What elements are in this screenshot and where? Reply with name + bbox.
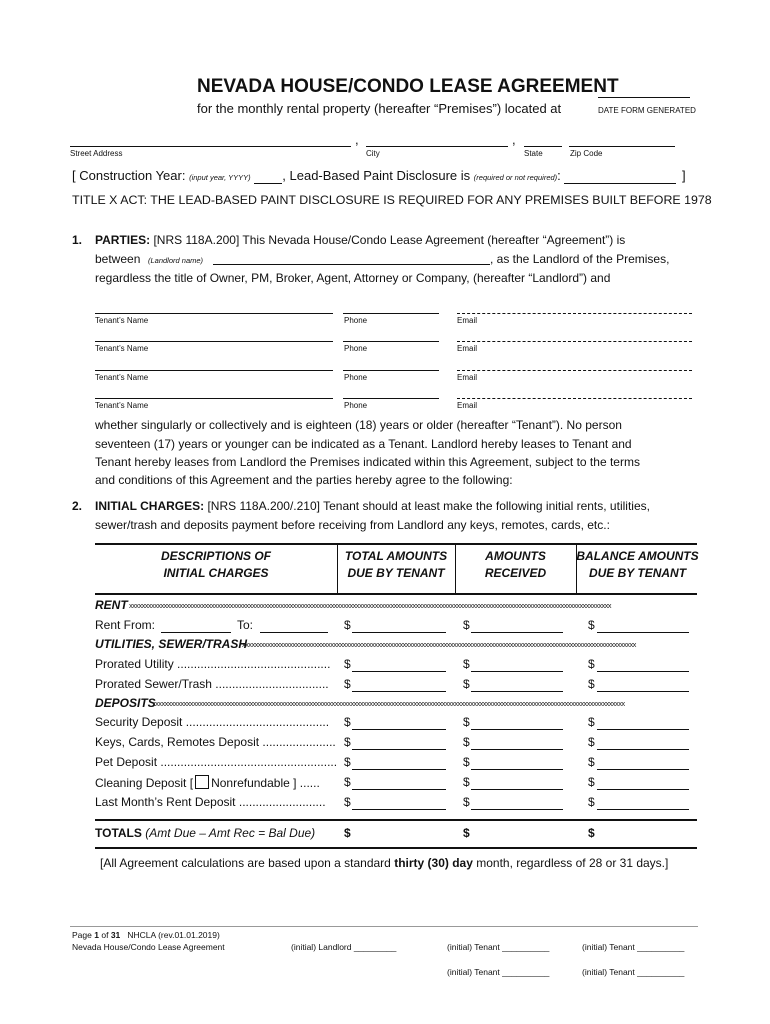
state-field[interactable] — [524, 146, 562, 147]
col3-line-a: AMOUNTS — [485, 549, 546, 563]
dollar-sign: $ — [344, 775, 351, 789]
city-label: City — [366, 149, 380, 158]
col1-line-a: DESCRIPTIONS OF — [160, 549, 271, 563]
dollar-sign: $ — [463, 775, 470, 789]
prorated-sewer-text: Prorated Sewer/Trash — [95, 677, 212, 691]
section2-number: 2. — [72, 499, 83, 513]
totals-label — [95, 826, 315, 840]
dollar-sign: $ — [588, 677, 595, 691]
tenant1-email-field[interactable] — [457, 313, 692, 314]
utility-received-field[interactable] — [471, 671, 563, 672]
dollar-sign: $ — [463, 618, 470, 632]
col-balance-header — [576, 548, 699, 582]
page-prefix: Page — [72, 930, 92, 940]
cleaning-balance-field[interactable] — [597, 789, 689, 790]
col3-line-b: RECEIVED — [484, 566, 547, 580]
initial-landlord[interactable]: (initial) Landlord _________ — [291, 942, 397, 952]
section2-line2: sewer/trash and deposits payment before receiving from Landlord any keys, remotes, cards, etc.: — [95, 518, 610, 532]
year-hint: (input year, YYYY) — [189, 173, 251, 182]
comma: , — [355, 132, 359, 147]
rent-x-fill: xxxxxxxxxxxxxxxxxxxxxxxxxxxxxxxxxxxxxxxxxxxxxxxxxxxxxxxxxxxxxxxxxxxxxxxxxxxxxxxxxxxxxxxxxxxxxxxxxxxxxxxxxxxxxxxxxxxxxxxxxxxxxxxxxxxxxxxxxxxxxxxxxxxxxxxxx — [129, 601, 611, 610]
initial-tenant-1[interactable]: (initial) Tenant __________ — [447, 942, 550, 952]
last-month-text: Last Month’s Rent Deposit — [95, 795, 236, 809]
dollar-sign: $ — [463, 677, 470, 691]
section1-heading: PARTIES: — [95, 233, 151, 247]
city-field[interactable] — [366, 146, 508, 147]
pet-received-field[interactable] — [471, 769, 563, 770]
tenant1-phone-label: Phone — [344, 316, 368, 325]
date-label: DATE FORM GENERATED — [598, 106, 696, 115]
tenant2-email-field[interactable] — [457, 341, 692, 342]
dollar-sign: $ — [588, 795, 595, 809]
initial-tenant-2[interactable]: (initial) Tenant __________ — [582, 942, 685, 952]
cleaning-deposit-text: Cleaning Deposit [ — [95, 776, 194, 790]
footer-rule — [70, 926, 698, 927]
street-label: Street Address — [70, 149, 123, 158]
tenant4-email-label: Email — [457, 401, 478, 410]
utility-balance-field[interactable] — [597, 671, 689, 672]
last-month-received-field[interactable] — [471, 809, 563, 810]
dollar-sign: $ — [463, 755, 470, 769]
col4-line-b: DUE BY TENANT — [588, 566, 687, 580]
cleaning-deposit-label: Cleaning Deposit [ Nonrefundable ] ...... — [95, 776, 320, 790]
last-month-total-field[interactable] — [352, 809, 446, 810]
rent-from-label: Rent From: — [95, 618, 156, 632]
dollar-sign: $ — [463, 795, 470, 809]
construction-open: [ Construction Year: — [72, 168, 186, 183]
dollar-sign: $ — [588, 715, 595, 729]
construction-mid: , Lead-Based Paint Disclosure is — [282, 168, 471, 183]
totals-bottom-rule — [95, 847, 697, 849]
section1-line2-end: , as the Landlord of the Premises, — [490, 252, 670, 266]
page-number — [72, 930, 220, 940]
cleaning-received-field[interactable] — [471, 789, 563, 790]
disclosure-hint: (required or not required) — [473, 173, 558, 182]
nonrefundable-checkbox[interactable] — [195, 775, 209, 789]
section1-para4: and conditions of this Agreement and the parties hereby agree to the following: — [95, 473, 513, 487]
pet-total-field[interactable] — [352, 769, 446, 770]
totals-top-rule — [95, 819, 697, 821]
tenant4-phone-label: Phone — [344, 401, 368, 410]
dollar-sign: $ — [463, 735, 470, 749]
rent-from-field[interactable] — [161, 632, 231, 633]
state-label: State — [524, 149, 543, 158]
nonrefundable-text: Nonrefundable ] — [211, 776, 297, 790]
col4-line-a: BALANCE AMOUNTS — [576, 549, 699, 563]
security-deposit-label: Security Deposit ........................................... — [95, 715, 330, 729]
total-received-field[interactable]: $ — [463, 826, 470, 840]
page-total: 31 — [110, 930, 121, 940]
disclosure-field[interactable] — [564, 168, 676, 184]
tenant1-name-field[interactable] — [95, 313, 333, 314]
rent-heading: RENT — [95, 598, 128, 612]
deposits-x-fill: xxxxxxxxxxxxxxxxxxxxxxxxxxxxxxxxxxxxxxxxxxxxxxxxxxxxxxxxxxxxxxxxxxxxxxxxxxxxxxxxxxxxxxxxxxxxxxxxxxxxxxxxxxxxxxxxxxxxxxxxxxxxxxxxxxxxxxxxxxxxxxxxxxxxxx — [152, 699, 625, 708]
keys-total-field[interactable] — [352, 749, 446, 750]
calc-note-a: [All Agreement calculations are based upon a standard — [100, 856, 391, 870]
section1-para1: whether singularly or collectively and is eighteen (18) years or older (hereafter “Tenant”). No person — [95, 418, 622, 432]
tenant4-label: Tenant’s Name — [95, 401, 149, 410]
tenant2-phone-field[interactable] — [343, 341, 439, 342]
tenant3-email-field[interactable] — [457, 370, 692, 371]
sewer-received-field[interactable] — [471, 691, 563, 692]
calc-note-b: thirty (30) day — [394, 856, 473, 870]
section2-line1 — [95, 499, 650, 513]
section2-heading: INITIAL CHARGES: — [95, 499, 205, 513]
dollar-sign: $ — [588, 775, 595, 789]
section1-number: 1. — [72, 233, 83, 247]
pet-balance-field[interactable] — [597, 769, 689, 770]
tenant3-phone-field[interactable] — [343, 370, 439, 371]
dollar-sign: $ — [344, 795, 351, 809]
dollar-sign: $ — [588, 657, 595, 671]
dollar-sign: $ — [344, 735, 351, 749]
prorated-utility-text: Prorated Utility — [95, 657, 174, 671]
page-subtitle: for the monthly rental property (hereafter “Premises”) located at — [197, 101, 562, 116]
prorated-sewer-label: Prorated Sewer/Trash .................................. — [95, 677, 329, 691]
security-deposit-text: Security Deposit — [95, 715, 183, 729]
construction-close: ] — [682, 168, 686, 183]
construction-line — [72, 168, 676, 184]
tenant1-label: Tenant’s Name — [95, 316, 149, 325]
section1-line3: regardless the title of Owner, PM, Broker, Agent, Attorney or Company, (hereafter “Landlord”) and — [95, 271, 611, 285]
zip-label: Zip Code — [570, 149, 603, 158]
sewer-total-field[interactable] — [352, 691, 446, 692]
last-month-balance-field[interactable] — [597, 809, 689, 810]
page-title: NEVADA HOUSE/CONDO LEASE AGREEMENT — [197, 76, 619, 97]
col1-line-b: INITIAL CHARGES — [163, 566, 269, 580]
initial-tenant-3[interactable]: (initial) Tenant __________ — [447, 967, 550, 977]
tenant1-email-label: Email — [457, 316, 478, 325]
revision: NHCLA (rev.01.01.2019) — [127, 930, 220, 940]
dollar-sign: $ — [344, 715, 351, 729]
dollar-sign: $ — [344, 677, 351, 691]
tenant3-name-field[interactable] — [95, 370, 333, 371]
dollar-sign: $ — [463, 657, 470, 671]
table-top-rule — [95, 543, 697, 545]
year-field[interactable] — [254, 168, 282, 184]
rent-to-label: To: — [237, 618, 254, 632]
zip-field[interactable] — [569, 146, 675, 147]
rent-total-field[interactable] — [352, 632, 446, 633]
col-received-header — [455, 548, 576, 582]
utilities-heading: UTILITIES, SEWER/TRASH — [95, 637, 248, 651]
tenant3-email-label: Email — [457, 373, 478, 382]
total-balance-field[interactable]: $ — [588, 826, 595, 840]
security-received-field[interactable] — [471, 729, 563, 730]
totals-bold: TOTALS — [95, 826, 142, 840]
section1-para3: Tenant hereby leases from Landlord the Premises indicated within this Agreement, subject to the terms — [95, 455, 640, 469]
table-head-rule — [95, 593, 697, 595]
rent-received-field[interactable] — [471, 632, 563, 633]
tenant3-label: Tenant’s Name — [95, 373, 149, 382]
calc-note — [100, 856, 668, 870]
colon: : — [557, 168, 561, 183]
tenant1-phone-field[interactable] — [343, 313, 439, 314]
comma: , — [512, 132, 516, 147]
keys-balance-field[interactable] — [597, 749, 689, 750]
cleaning-total-field[interactable] — [352, 789, 446, 790]
tenant2-name-field[interactable] — [95, 341, 333, 342]
deposits-heading: DEPOSITS — [95, 696, 156, 710]
street-address-field[interactable] — [70, 146, 351, 147]
last-month-deposit-label: Last Month’s Rent Deposit .......................... — [95, 795, 326, 809]
tenant2-phone-label: Phone — [344, 344, 368, 353]
col2-line-a: TOTAL AMOUNTS — [344, 549, 448, 563]
section1-between: between — [95, 252, 141, 266]
section1-para2: seventeen (17) years or younger can be indicated as a Tenant. Landlord hereby leases to Tenant and — [95, 437, 632, 451]
tenant3-phone-label: Phone — [344, 373, 368, 382]
dollar-sign: $ — [588, 755, 595, 769]
keys-received-field[interactable] — [471, 749, 563, 750]
date-field-line[interactable] — [598, 97, 690, 98]
initial-tenant-4[interactable]: (initial) Tenant __________ — [582, 967, 685, 977]
page-of: of — [101, 930, 109, 940]
utility-total-field[interactable] — [352, 671, 446, 672]
keys-deposit-text: Keys, Cards, Remotes Deposit — [95, 735, 260, 749]
rent-to-field[interactable] — [260, 632, 328, 633]
dollar-sign: $ — [344, 618, 351, 632]
tenant2-email-label: Email — [457, 344, 478, 353]
section2-text1: [NRS 118A.200/.210] Tenant should at least make the following initial rents, utilities, — [207, 499, 650, 513]
section1-text1: [NRS 118A.200] This Nevada House/Condo Lease Agreement (hereafter “Agreement”) is — [153, 233, 626, 247]
calc-note-c: month, regardless of 28 or 31 days.] — [476, 856, 669, 870]
utilities-x-fill: xxxxxxxxxxxxxxxxxxxxxxxxxxxxxxxxxxxxxxxxxxxxxxxxxxxxxxxxxxxxxxxxxxxxxxxxxxxxxxxxxxxxxxxxxxxxxxxxxxxxxxxxxxxxxxxxxxxxxxxxxxxxx — [242, 640, 636, 649]
tenant4-email-field[interactable] — [457, 398, 692, 399]
security-total-field[interactable] — [352, 729, 446, 730]
footer-doc-name: Nevada House/Condo Lease Agreement — [72, 942, 225, 952]
dollar-sign: $ — [588, 735, 595, 749]
dollar-sign: $ — [588, 618, 595, 632]
tenant2-label: Tenant’s Name — [95, 344, 149, 353]
total-due-field[interactable]: $ — [344, 826, 351, 840]
dollar-sign: $ — [344, 755, 351, 769]
col-total-header — [337, 548, 455, 582]
pet-deposit-label: Pet Deposit ..................................................... — [95, 755, 338, 769]
pet-deposit-text: Pet Deposit — [95, 755, 158, 769]
dollar-sign: $ — [344, 657, 351, 671]
title-x-notice: TITLE X ACT: THE LEAD-BASED PAINT DISCLOSURE IS REQUIRED FOR ANY PREMISES BUILT BEFORE 1978 — [72, 193, 712, 207]
totals-formula: (Amt Due – Amt Rec = Bal Due) — [145, 826, 316, 840]
prorated-utility-label: Prorated Utility .............................................. — [95, 657, 331, 671]
rent-balance-field[interactable] — [597, 632, 689, 633]
col2-line-b: DUE BY TENANT — [347, 566, 445, 580]
section1-line1 — [95, 233, 625, 247]
security-balance-field[interactable] — [597, 729, 689, 730]
landlord-hint: (Landlord name) — [148, 256, 204, 265]
tenant4-phone-field[interactable] — [343, 398, 439, 399]
sewer-balance-field[interactable] — [597, 691, 689, 692]
page-num: 1 — [94, 930, 99, 940]
col-descriptions-header — [95, 548, 337, 582]
dollar-sign: $ — [463, 715, 470, 729]
keys-deposit-label: Keys, Cards, Remotes Deposit ...................... — [95, 735, 336, 749]
tenant4-name-field[interactable] — [95, 398, 333, 399]
landlord-name-field[interactable] — [213, 264, 490, 265]
